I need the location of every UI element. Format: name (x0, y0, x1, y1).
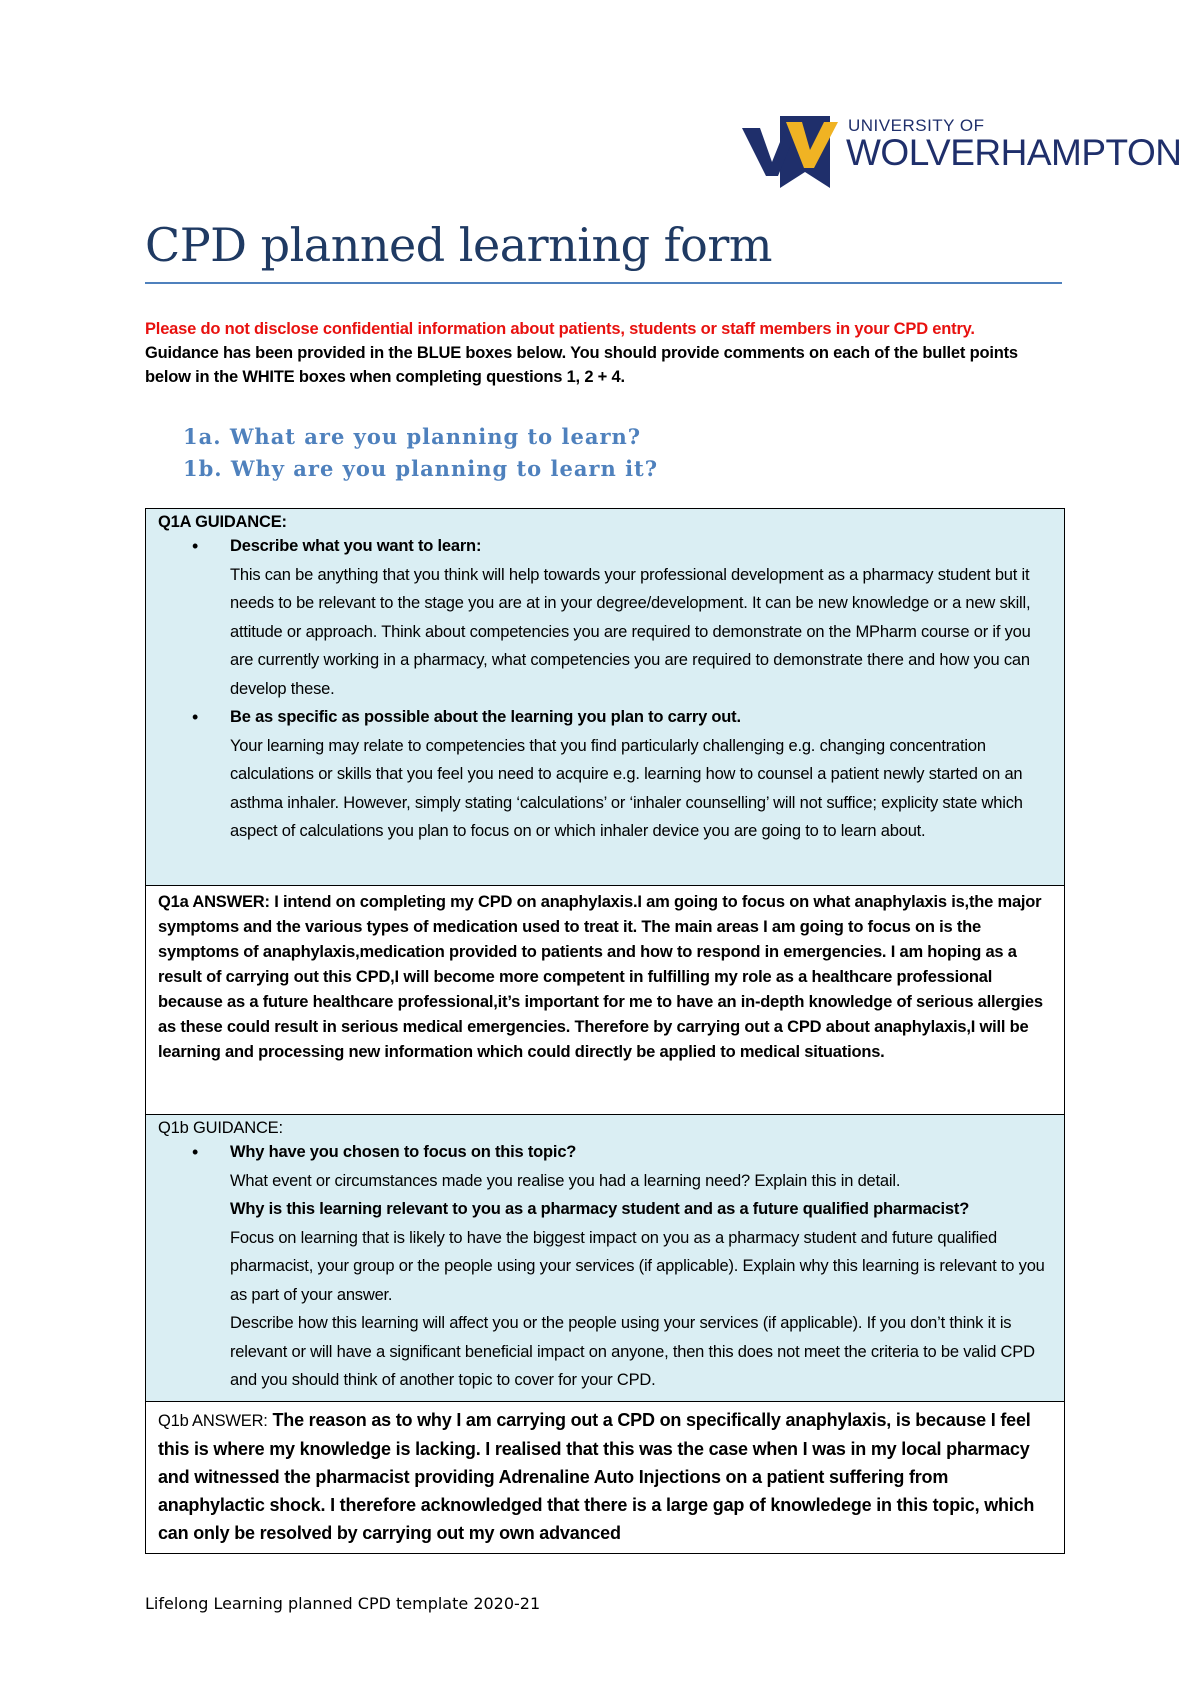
confidentiality-warning: Please do not disclose confidential information about patients, students or staff members in your CPD entry. (145, 320, 975, 338)
heading-q1b: 1b. Why are you planning to learn it? (183, 456, 659, 481)
q1b-guidance-list (158, 1138, 1054, 1395)
q1b-answer (158, 1406, 1054, 1547)
logo-line-university-of: UNIVERSITY OF (848, 116, 985, 135)
guidance-bullet-title: • Be as specific as possible about the learning you plan to carry out. (230, 708, 741, 726)
q1a-answer (158, 890, 1054, 1065)
list-item (230, 532, 1054, 703)
intro-block (145, 317, 1065, 389)
q1b-answer-box (146, 1401, 1065, 1553)
q1b-answer-label: Q1b ANSWER: (158, 1411, 268, 1430)
guidance-bullet-text: What event or circumstances made you realise you had a learning need? Explain this in detail. (230, 1171, 901, 1190)
q1a-answer-label: Q1a ANSWER: (158, 893, 270, 911)
q1b-answer-text: The reason as to why I am carrying out a CPD on specifically anaphylaxis, is because I feel this is where my knowledge is lacking. I realised that this was the case when I was in my local pharmacy and witnessed the pharmacist providing Adrenaline Auto Injections on a patient suffering from anaphylactic shock. I therefore acknowledged that there is a large gap of knowledege in this topic, which can only be resolved by carrying out my own advanced (158, 1409, 1035, 1543)
guidance-note: Guidance has been provided in the BLUE boxes below. You should provide comments on each of the bullet points below in the WHITE boxes when completing questions 1, 2 + 4. (145, 344, 1018, 386)
q1a-answer-box (146, 886, 1065, 1115)
list-item (230, 703, 1054, 846)
guidance-bullet-subtitle: Why is this learning relevant to you as a pharmacy student and as a future qualified pharmacist? (230, 1200, 970, 1218)
list-item (230, 1138, 1054, 1395)
q1a-guidance-box (146, 509, 1065, 886)
guidance-bullet-text: Your learning may relate to competencies that you find particularly challenging e.g. changing concentration calculations or skills that you feel you need to acquire e.g. learning how to counsel a patient newly started on an asthma inhaler. However, simply stating ‘calculations’ or ‘inhaler counselling’ will not suffice; explicity state which aspect of calculations you plan to focus on or which inhaler device you are going to to learn about. (230, 736, 1023, 840)
q1a-guidance-label: Q1A GUIDANCE: (158, 513, 287, 531)
table-row (146, 509, 1065, 886)
q1a-answer-text: I intend on completing my CPD on anaphylaxis.I am going to focus on what anaphylaxis is,the major symptoms and the various types of medication used to treat it. The main areas I am going to focus on is the symptoms of anaphylaxis,medication provided to patients and how to respond in emergencies. I am hoping as a result of carrying out this CPD,I will become more competent in fulfilling my role as a healthcare professional because as a future healthcare professional,it’s important for me to have an in-depth knowledge of serious allergies as these could result in serious medical emergencies. Therefore by carrying out a CPD about anaphylaxis,I will be learning and processing new information which could directly be applied to medical situations. (158, 893, 1043, 1061)
heading-q1a: 1a. What are you planning to learn? (183, 424, 642, 449)
university-logo (740, 108, 1182, 198)
cpd-form-table (145, 508, 1065, 1554)
title-divider (145, 282, 1062, 284)
guidance-bullet-text: This can be anything that you think will help towards your professional development as a pharmacy student but it needs to be relevant to the stage you are at in your degree/development. It can be new knowledge or a new skill, attitude or approach. Think about competencies you are required to demonstrate on the MPharm course or if you are currently working in a pharmacy, what competencies you are required to demonstrate there and how you can develop these. (230, 565, 1031, 698)
page-footer: Lifelong Learning planned CPD template 2020-21 (145, 1594, 541, 1613)
q1b-guidance-box (146, 1115, 1065, 1402)
q1a-guidance-list (158, 532, 1054, 846)
table-row (146, 886, 1065, 1115)
table-row (146, 1115, 1065, 1402)
table-row (146, 1401, 1065, 1553)
page-title: CPD planned learning form (145, 218, 772, 272)
guidance-bullet-text: Focus on learning that is likely to have the biggest impact on you as a pharmacy student and future qualified pharmacist, your group or the people using your services (if applicable). Explain why this learning is relevant to you as part of your answer. (230, 1228, 1045, 1304)
guidance-bullet-text: Describe how this learning will affect you or the people using your services (if applicable). If you don’t think it is relevant or will have a significant beneficial impact on anyone, then this does not meet the criteria to be valid CPD and you should think of another topic to cover for your CPD. (230, 1314, 1035, 1389)
q1b-guidance-label: Q1b GUIDANCE: (158, 1119, 283, 1137)
guidance-bullet-title: • Why have you chosen to focus on this topic? (230, 1143, 577, 1161)
guidance-bullet-title: • Describe what you want to learn: (230, 537, 482, 555)
university-crest-icon (740, 110, 840, 196)
logo-line-wolverhampton: WOLVERHAMPTON (846, 132, 1182, 173)
